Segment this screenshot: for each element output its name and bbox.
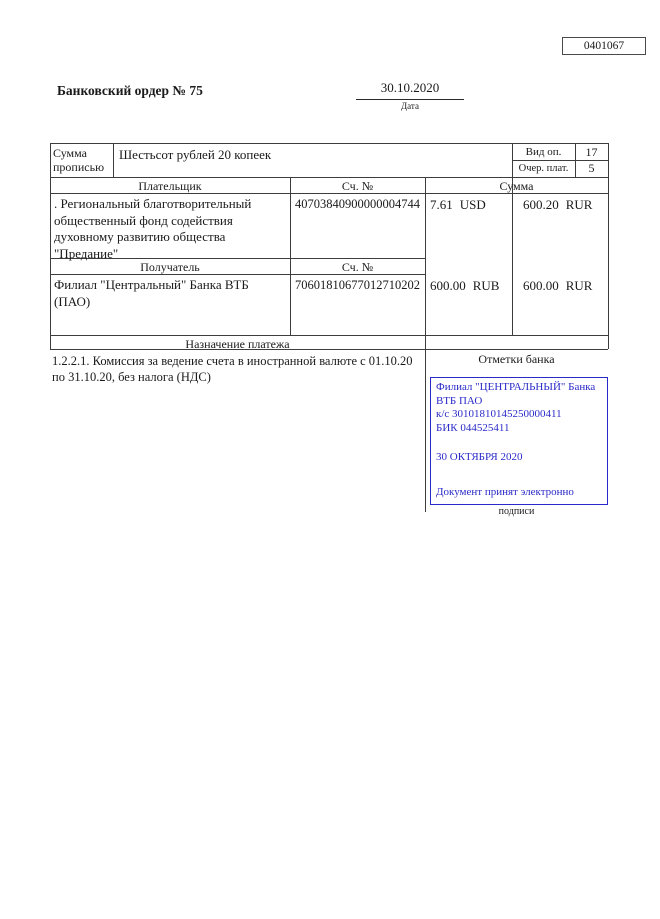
payer-amount-foreign-value: 7.61 [430,197,453,212]
payer-amount-rur-value: 600.20 [523,197,559,212]
receiver-amount-foreign [430,278,499,294]
receiver-amount-foreign-currency: RUB [472,278,500,293]
table-line [50,335,608,336]
table-line [425,177,426,512]
table-line [608,143,609,349]
receiver-amount-rur [523,278,592,294]
sum-column-header: Сумма [499,179,534,193]
stamp-bank-name-line2: ВТБ ПАО [436,394,483,407]
payer-amount-rur-currency: RUR [565,197,593,212]
bank-stamp [430,377,608,505]
priority-value: 5 [588,161,595,175]
payer-amount-foreign-currency: USD [459,197,486,212]
document-title: Банковский ордер № 75 [57,83,203,98]
receiver-name: Филиал "Центральный" Банка ВТБ (ПАО) [54,277,249,309]
bank-marks-header: Отметки банка [478,352,555,366]
receiver-account: 70601810677012710202 [295,278,420,292]
payer-amount-rur [523,197,592,213]
table-line [50,143,51,349]
table-line [290,177,291,335]
stamp-date: 30 ОКТЯБРЯ 2020 [436,451,523,463]
receiver-column-header: Получатель [140,260,200,274]
date-value: 30.10.2020 [356,80,464,100]
op-type-label: Вид оп. [525,146,562,158]
purpose-text: 1.2.2.1. Комиссия за ведение счета в иностранной валюте с 01.10.20 по 31.10.20, без налога (НДС) [52,354,413,384]
payer-amount-foreign [430,197,486,213]
op-type-value: 17 [585,145,598,159]
stamp-bank-name-line1: Филиал "ЦЕНТРАЛЬНЫЙ" Банка [436,381,596,393]
receiver-amount-rur-value: 600.00 [523,278,559,293]
form-code-box: 0401067 [562,37,646,55]
date-label: Дата [401,101,419,111]
receiver-amount-foreign-value: 600.00 [430,278,466,293]
sum-words-value: Шестьсот рублей 20 копеек [119,147,272,162]
date-block [356,80,464,111]
stamp-bik: БИК 044525411 [436,421,510,434]
payer-account: 40703840900000004744 [295,197,420,211]
table-line [50,177,608,178]
table-line [50,143,608,144]
payer-column-header: Плательщик [138,179,202,193]
stamp-corr-account: к/с 30101810145250000411 [436,408,562,420]
payer-account-header: Сч. № [341,179,374,193]
purpose-header: Назначение платежа [185,337,290,351]
priority-label: Очер. плат. [518,163,569,174]
signatures-label: подписи [498,506,535,517]
stamp-accepted-note: Документ принят электронно [436,485,574,498]
payer-name: . Региональный благотворительный общественный фонд содействия духовному развитию общества "Предание" [54,196,252,261]
table-line [113,143,114,177]
sum-words-label: Сумма прописью [53,146,105,174]
receiver-account-header: Сч. № [341,260,374,274]
receiver-amount-rur-currency: RUR [565,278,593,293]
